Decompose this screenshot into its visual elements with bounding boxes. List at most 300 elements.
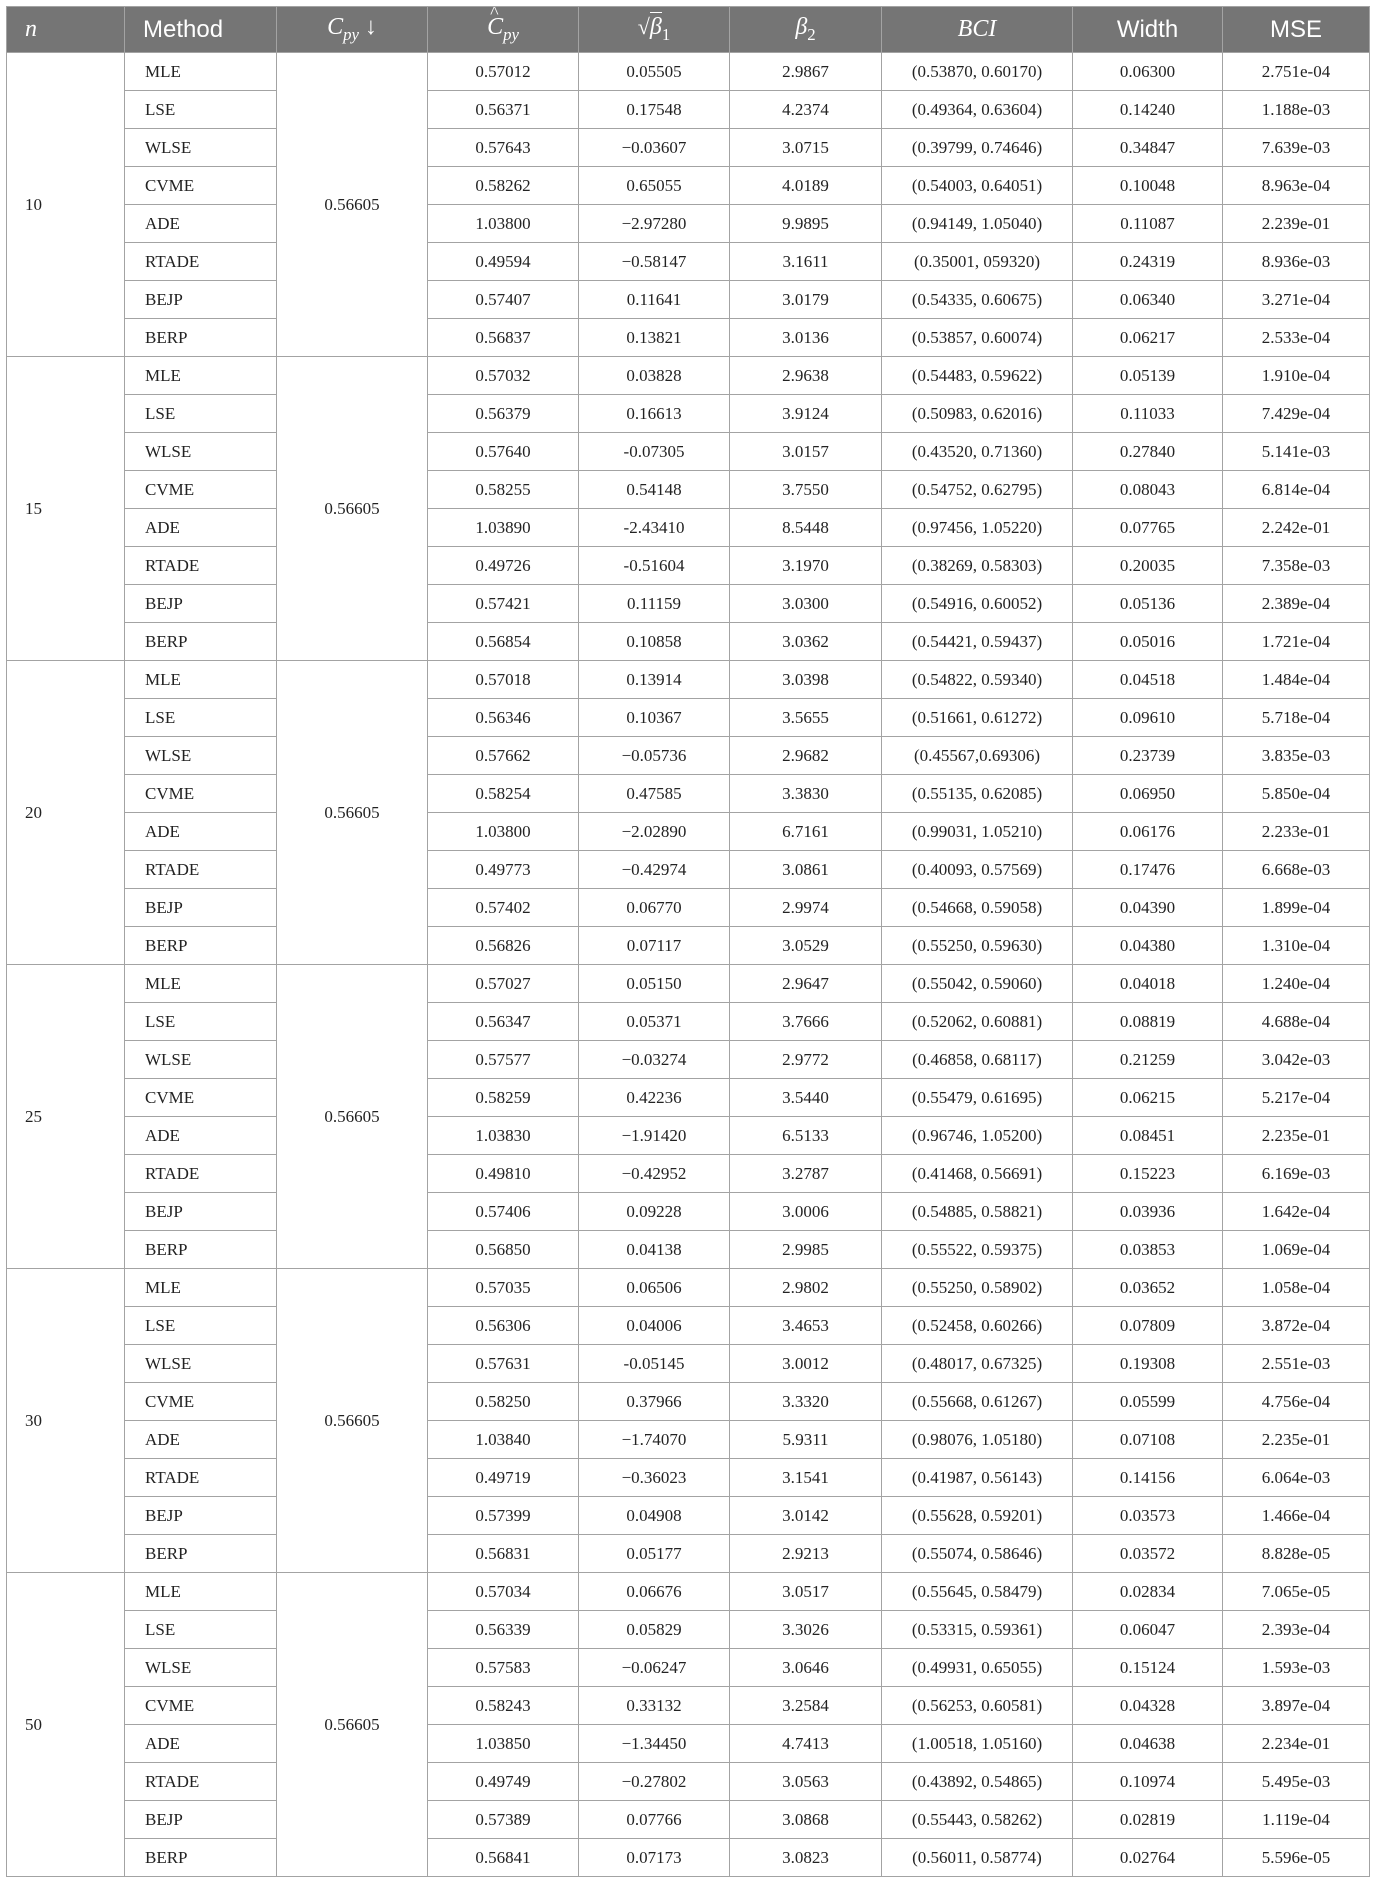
cell-method: CVME [125,1079,277,1117]
cell-method: BERP [125,623,277,661]
cell-cpy-hat: 0.57034 [428,1573,579,1611]
cell-width: 0.04390 [1073,889,1223,927]
cell-mse: 6.668e-03 [1223,851,1370,889]
cell-beta2: 3.3320 [730,1383,882,1421]
cell-method: BERP [125,927,277,965]
cell-width: 0.09610 [1073,699,1223,737]
table-row [7,699,1370,737]
cell-beta2: 3.7550 [730,471,882,509]
cell-bci: (0.55074, 0.58646) [882,1535,1073,1573]
cell-width: 0.04018 [1073,965,1223,1003]
cell-cpy-hat: 0.56841 [428,1839,579,1877]
cell-mse: 1.069e-04 [1223,1231,1370,1269]
cell-cpy-hat: 0.57407 [428,281,579,319]
cell-bci: (0.94149, 1.05040) [882,205,1073,243]
cell-width: 0.04380 [1073,927,1223,965]
cell-method: RTADE [125,1155,277,1193]
header-method-label: Method [143,15,224,43]
table-row [7,1421,1370,1459]
cell-mse: 3.042e-03 [1223,1041,1370,1079]
table-row [7,1307,1370,1345]
cell-bci: (0.51661, 0.61272) [882,699,1073,737]
cell-cpy-hat: 0.57631 [428,1345,579,1383]
cell-beta2: 3.5655 [730,699,882,737]
cell-bci: (0.55645, 0.58479) [882,1573,1073,1611]
cell-sqrt-beta1: −1.34450 [579,1725,730,1763]
cell-method: CVME [125,1687,277,1725]
cell-method: RTADE [125,851,277,889]
cell-mse: 5.596e-05 [1223,1839,1370,1877]
cell-cpy-hat: 0.49719 [428,1459,579,1497]
cell-method: RTADE [125,547,277,585]
table-row [7,1155,1370,1193]
cell-bci: (1.00518, 1.05160) [882,1725,1073,1763]
cell-width: 0.21259 [1073,1041,1223,1079]
cell-bci: (0.54822, 0.59340) [882,661,1073,699]
table-row [7,1497,1370,1535]
table-row [7,851,1370,889]
cell-bci: (0.54752, 0.62795) [882,471,1073,509]
table-row [7,1801,1370,1839]
cell-bci: (0.41987, 0.56143) [882,1459,1073,1497]
table-row [7,1117,1370,1155]
cell-width: 0.08819 [1073,1003,1223,1041]
cell-beta2: 3.1970 [730,547,882,585]
cell-cpy-hat: 0.57035 [428,1269,579,1307]
cell-beta2: 4.0189 [730,167,882,205]
cell-mse: 2.235e-01 [1223,1117,1370,1155]
cell-cpy-hat: 1.03800 [428,813,579,851]
cell-width: 0.27840 [1073,433,1223,471]
cell-method: LSE [125,1611,277,1649]
cell-beta2: 3.0142 [730,1497,882,1535]
cell-beta2: 2.9772 [730,1041,882,1079]
cell-sqrt-beta1: −0.05736 [579,737,730,775]
cell-width: 0.04638 [1073,1725,1223,1763]
table-row [7,281,1370,319]
cell-cpy-hat: 1.03850 [428,1725,579,1763]
cell-width: 0.05136 [1073,585,1223,623]
cell-bci: (0.55250, 0.58902) [882,1269,1073,1307]
table-row [7,1041,1370,1079]
cell-beta2: 3.4653 [730,1307,882,1345]
header-beta2-subscript: 2 [807,24,816,44]
cell-cpy-hat: 0.57032 [428,357,579,395]
cell-bci: (0.56253, 0.60581) [882,1687,1073,1725]
cell-sqrt-beta1: 0.33132 [579,1687,730,1725]
cell-mse: 1.721e-04 [1223,623,1370,661]
table-row [7,661,1370,699]
header-cpy-symbol: C [327,14,344,41]
cell-width: 0.17476 [1073,851,1223,889]
cell-mse: 2.751e-04 [1223,53,1370,91]
cell-mse: 2.393e-04 [1223,1611,1370,1649]
cell-beta2: 3.2584 [730,1687,882,1725]
cell-method: WLSE [125,737,277,775]
cell-width: 0.06950 [1073,775,1223,813]
cell-cpy: 0.56605 [277,357,428,661]
cell-cpy-hat: 0.56831 [428,1535,579,1573]
cell-cpy-hat: 0.56339 [428,1611,579,1649]
cell-beta2: 2.9867 [730,53,882,91]
results-table [6,6,1370,1877]
cell-beta2: 2.9802 [730,1269,882,1307]
table-row [7,433,1370,471]
cell-sqrt-beta1: 0.05150 [579,965,730,1003]
cell-beta2: 3.0861 [730,851,882,889]
cell-sqrt-beta1: 0.10858 [579,623,730,661]
cell-sqrt-beta1: 0.07173 [579,1839,730,1877]
cell-sqrt-beta1: 0.10367 [579,699,730,737]
cell-cpy-hat: 0.57577 [428,1041,579,1079]
cell-beta2: 6.7161 [730,813,882,851]
table-row [7,813,1370,851]
cell-n: 15 [7,357,125,661]
header-cpy-subscript: py [343,24,359,44]
table-row [7,167,1370,205]
cell-cpy-hat: 1.03800 [428,205,579,243]
cell-beta2: 9.9895 [730,205,882,243]
cell-cpy-hat: 0.57018 [428,661,579,699]
table-row [7,1003,1370,1041]
cell-cpy-hat: 0.58262 [428,167,579,205]
cell-sqrt-beta1: 0.04138 [579,1231,730,1269]
cell-method: ADE [125,1117,277,1155]
cell-width: 0.14240 [1073,91,1223,129]
cell-beta2: 3.0715 [730,129,882,167]
cell-beta2: 3.0823 [730,1839,882,1877]
table-row [7,129,1370,167]
cell-cpy-hat: 0.56379 [428,395,579,433]
cell-mse: 6.064e-03 [1223,1459,1370,1497]
cell-mse: 2.234e-01 [1223,1725,1370,1763]
cell-bci: (0.40093, 0.57569) [882,851,1073,889]
header-beta2 [730,7,882,53]
cell-width: 0.03572 [1073,1535,1223,1573]
cell-bci: (0.54483, 0.59622) [882,357,1073,395]
cell-cpy-hat: 0.49726 [428,547,579,585]
cell-cpy-hat: 0.57662 [428,737,579,775]
cell-beta2: 3.0012 [730,1345,882,1383]
cell-bci: (0.54668, 0.59058) [882,889,1073,927]
cell-mse: 1.188e-03 [1223,91,1370,129]
cell-cpy: 0.56605 [277,53,428,357]
table-row [7,91,1370,129]
results-table-container [6,6,1369,1877]
cell-n: 10 [7,53,125,357]
cell-sqrt-beta1: 0.04006 [579,1307,730,1345]
cell-width: 0.05599 [1073,1383,1223,1421]
cell-beta2: 5.9311 [730,1421,882,1459]
cell-method: BEJP [125,281,277,319]
cell-sqrt-beta1: -0.51604 [579,547,730,585]
cell-bci: (0.99031, 1.05210) [882,813,1073,851]
cell-cpy-hat: 0.56306 [428,1307,579,1345]
cell-cpy-hat: 0.58255 [428,471,579,509]
cell-mse: 4.756e-04 [1223,1383,1370,1421]
cell-width: 0.02764 [1073,1839,1223,1877]
table-row [7,965,1370,1003]
table-row [7,1573,1370,1611]
cell-mse: 7.429e-04 [1223,395,1370,433]
cell-sqrt-beta1: −0.06247 [579,1649,730,1687]
cell-method: LSE [125,395,277,433]
header-cpy [277,7,428,53]
table-row [7,1725,1370,1763]
cell-beta2: 3.0179 [730,281,882,319]
cell-mse: 7.639e-03 [1223,129,1370,167]
cell-method: CVME [125,167,277,205]
cell-cpy-hat: 0.58243 [428,1687,579,1725]
cell-mse: 5.495e-03 [1223,1763,1370,1801]
table-row [7,927,1370,965]
cell-n: 25 [7,965,125,1269]
table-row [7,205,1370,243]
cell-width: 0.07809 [1073,1307,1223,1345]
cell-width: 0.20035 [1073,547,1223,585]
cell-beta2: 3.0563 [730,1763,882,1801]
cell-width: 0.06047 [1073,1611,1223,1649]
cell-cpy: 0.56605 [277,661,428,965]
cell-mse: 6.169e-03 [1223,1155,1370,1193]
cell-beta2: 3.0868 [730,1801,882,1839]
cell-method: BEJP [125,889,277,927]
cell-mse: 2.239e-01 [1223,205,1370,243]
table-row [7,1763,1370,1801]
cell-bci: (0.55628, 0.59201) [882,1497,1073,1535]
cell-sqrt-beta1: 0.13821 [579,319,730,357]
cell-method: LSE [125,1307,277,1345]
cell-n: 30 [7,1269,125,1573]
cell-beta2: 2.9213 [730,1535,882,1573]
cell-beta2: 3.3830 [730,775,882,813]
cell-width: 0.05016 [1073,623,1223,661]
table-row [7,1611,1370,1649]
cell-cpy-hat: 0.57027 [428,965,579,1003]
table-row [7,1383,1370,1421]
cell-width: 0.04518 [1073,661,1223,699]
cell-sqrt-beta1: 0.09228 [579,1193,730,1231]
cell-method: BERP [125,1839,277,1877]
cell-bci: (0.53857, 0.60074) [882,319,1073,357]
cell-mse: 2.233e-01 [1223,813,1370,851]
cell-cpy-hat: 0.56854 [428,623,579,661]
cell-width: 0.23739 [1073,737,1223,775]
cell-cpy-hat: 0.57583 [428,1649,579,1687]
cell-mse: 1.119e-04 [1223,1801,1370,1839]
cell-sqrt-beta1: −0.03274 [579,1041,730,1079]
header-beta2-symbol: β [795,14,808,41]
cell-sqrt-beta1: 0.16613 [579,395,730,433]
cell-bci: (0.55522, 0.59375) [882,1231,1073,1269]
cell-width: 0.03573 [1073,1497,1223,1535]
cell-beta2: 3.9124 [730,395,882,433]
cell-mse: 5.217e-04 [1223,1079,1370,1117]
cell-width: 0.24319 [1073,243,1223,281]
cell-cpy-hat: 0.58250 [428,1383,579,1421]
sqrt-icon: √ [637,14,650,40]
cell-width: 0.05139 [1073,357,1223,395]
table-row [7,1535,1370,1573]
cell-method: BEJP [125,1193,277,1231]
table-body [7,53,1370,1877]
cell-bci: (0.52062, 0.60881) [882,1003,1073,1041]
cell-sqrt-beta1: -2.43410 [579,509,730,547]
cell-mse: 1.240e-04 [1223,965,1370,1003]
cell-sqrt-beta1: 0.11641 [579,281,730,319]
cell-mse: 5.850e-04 [1223,775,1370,813]
cell-bci: (0.49931, 0.65055) [882,1649,1073,1687]
cell-cpy-hat: 1.03890 [428,509,579,547]
cell-bci: (0.96746, 1.05200) [882,1117,1073,1155]
cell-width: 0.10974 [1073,1763,1223,1801]
cell-sqrt-beta1: 0.04908 [579,1497,730,1535]
cell-cpy-hat: 0.56826 [428,927,579,965]
cell-width: 0.06217 [1073,319,1223,357]
header-beta1-subscript: 1 [661,24,671,44]
cell-method: WLSE [125,1041,277,1079]
cell-beta2: 3.0398 [730,661,882,699]
cell-mse: 3.897e-04 [1223,1687,1370,1725]
cell-beta2: 4.2374 [730,91,882,129]
cell-mse: 8.828e-05 [1223,1535,1370,1573]
cell-width: 0.02819 [1073,1801,1223,1839]
cell-beta2: 3.0529 [730,927,882,965]
cell-method: ADE [125,1421,277,1459]
cell-method: WLSE [125,1345,277,1383]
cell-cpy-hat: 0.57389 [428,1801,579,1839]
cell-cpy-hat: 0.49810 [428,1155,579,1193]
cell-method: BERP [125,319,277,357]
cell-method: MLE [125,1573,277,1611]
cell-beta2: 2.9682 [730,737,882,775]
cell-bci: (0.54335, 0.60675) [882,281,1073,319]
cell-width: 0.15124 [1073,1649,1223,1687]
header-beta1-symbol: β [649,14,662,41]
cell-mse: 1.484e-04 [1223,661,1370,699]
cell-cpy-hat: 0.56837 [428,319,579,357]
cell-width: 0.15223 [1073,1155,1223,1193]
cell-mse: 2.235e-01 [1223,1421,1370,1459]
cell-cpy-hat: 0.58259 [428,1079,579,1117]
cell-mse: 2.551e-03 [1223,1345,1370,1383]
table-row [7,471,1370,509]
cell-method: WLSE [125,1649,277,1687]
header-width [1073,7,1223,53]
cell-width: 0.02834 [1073,1573,1223,1611]
sort-arrow-icon: ↓ [364,14,377,41]
table-row [7,243,1370,281]
cell-method: CVME [125,775,277,813]
cell-width: 0.06340 [1073,281,1223,319]
cell-cpy-hat: 0.56850 [428,1231,579,1269]
table-row [7,53,1370,91]
cell-beta2: 3.0136 [730,319,882,357]
cell-sqrt-beta1: 0.06506 [579,1269,730,1307]
cell-beta2: 3.0006 [730,1193,882,1231]
cell-width: 0.03853 [1073,1231,1223,1269]
cell-mse: 1.466e-04 [1223,1497,1370,1535]
cell-bci: (0.55135, 0.62085) [882,775,1073,813]
cell-sqrt-beta1: −2.97280 [579,205,730,243]
cell-mse: 2.242e-01 [1223,509,1370,547]
cell-method: MLE [125,357,277,395]
cell-width: 0.03652 [1073,1269,1223,1307]
cell-sqrt-beta1: −1.74070 [579,1421,730,1459]
table-row [7,1345,1370,1383]
cell-cpy-hat: 0.57640 [428,433,579,471]
cell-sqrt-beta1: −0.42952 [579,1155,730,1193]
cell-width: 0.06300 [1073,53,1223,91]
cell-beta2: 3.1611 [730,243,882,281]
cell-width: 0.19308 [1073,1345,1223,1383]
cell-width: 0.06176 [1073,813,1223,851]
table-row [7,357,1370,395]
cell-sqrt-beta1: 0.05505 [579,53,730,91]
cell-sqrt-beta1: 0.05829 [579,1611,730,1649]
cell-cpy-hat: 0.49749 [428,1763,579,1801]
header-mse [1223,7,1370,53]
cell-sqrt-beta1: −1.91420 [579,1117,730,1155]
cell-method: RTADE [125,243,277,281]
cell-method: MLE [125,1269,277,1307]
cell-beta2: 3.0646 [730,1649,882,1687]
cell-mse: 2.533e-04 [1223,319,1370,357]
cell-method: MLE [125,965,277,1003]
cell-bci: (0.35001, 059320) [882,243,1073,281]
cell-method: LSE [125,91,277,129]
cell-bci: (0.54916, 0.60052) [882,585,1073,623]
cell-width: 0.07108 [1073,1421,1223,1459]
cell-sqrt-beta1: −0.42974 [579,851,730,889]
cell-bci: (0.97456, 1.05220) [882,509,1073,547]
table-row [7,1269,1370,1307]
cell-method: WLSE [125,433,277,471]
cell-bci: (0.56011, 0.58774) [882,1839,1073,1877]
table-row [7,319,1370,357]
cell-sqrt-beta1: 0.05177 [579,1535,730,1573]
cell-cpy-hat: 0.56347 [428,1003,579,1041]
cell-sqrt-beta1: -0.07305 [579,433,730,471]
cell-cpy-hat: 0.57399 [428,1497,579,1535]
cell-sqrt-beta1: 0.03828 [579,357,730,395]
cell-cpy-hat: 0.49594 [428,243,579,281]
header-method [125,7,277,53]
cell-cpy-hat: 0.57643 [428,129,579,167]
cell-bci: (0.38269, 0.58303) [882,547,1073,585]
table-row [7,585,1370,623]
header-cpy-hat-subscript: py [503,24,519,44]
cell-method: BEJP [125,585,277,623]
cell-n: 50 [7,1573,125,1877]
cell-sqrt-beta1: −0.27802 [579,1763,730,1801]
cell-sqrt-beta1: 0.05371 [579,1003,730,1041]
cell-bci: (0.54003, 0.64051) [882,167,1073,205]
cell-sqrt-beta1: 0.42236 [579,1079,730,1117]
table-row [7,623,1370,661]
header-cpy-hat [428,7,579,53]
cell-sqrt-beta1: 0.07117 [579,927,730,965]
header-n [7,7,125,53]
cell-bci: (0.39799, 0.74646) [882,129,1073,167]
table-row [7,775,1370,813]
cell-bci: (0.53870, 0.60170) [882,53,1073,91]
cell-cpy-hat: 0.57402 [428,889,579,927]
cell-sqrt-beta1: 0.65055 [579,167,730,205]
cell-mse: 1.593e-03 [1223,1649,1370,1687]
cell-bci: (0.53315, 0.59361) [882,1611,1073,1649]
cell-width: 0.07765 [1073,509,1223,547]
